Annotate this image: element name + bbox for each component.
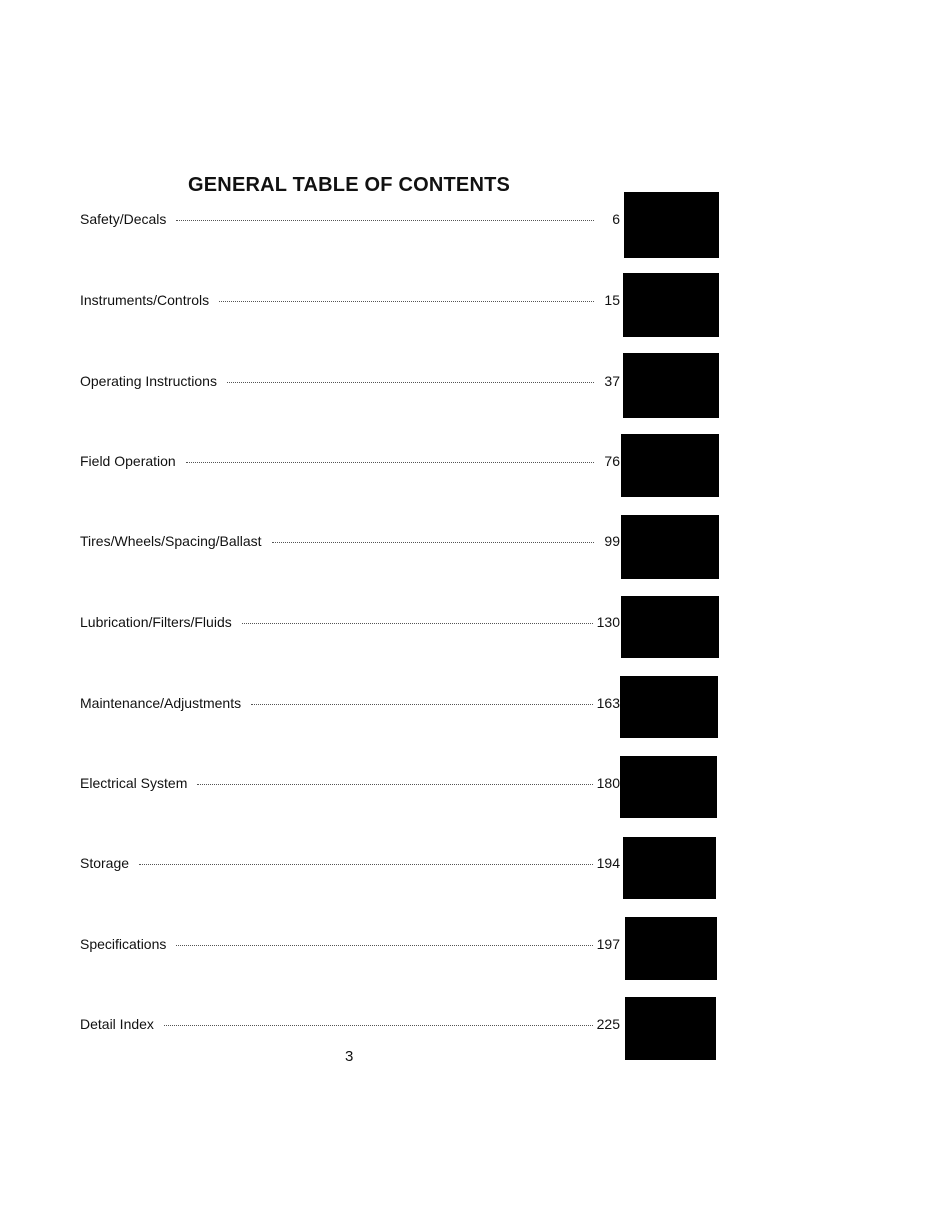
- dot-leader: [139, 864, 593, 865]
- dot-leader: [164, 1025, 593, 1026]
- dot-leader: [242, 623, 593, 624]
- section-tab-marker: [621, 515, 719, 579]
- toc-entry-lubrication[interactable]: [80, 614, 620, 634]
- dot-leader: [176, 945, 592, 946]
- dot-leader: [197, 784, 592, 785]
- dot-leader: [219, 301, 594, 302]
- toc-entry-specifications[interactable]: [80, 936, 620, 956]
- toc-entry-page: 6: [612, 211, 620, 227]
- section-tab-marker: [620, 676, 718, 738]
- toc-entry-page: 225: [596, 1016, 620, 1032]
- dot-leader: [272, 542, 594, 543]
- dot-leader: [176, 220, 594, 221]
- page-number: 3: [345, 1048, 354, 1065]
- toc-entry-page: 99: [604, 533, 620, 549]
- toc-entry-label: Field Operation: [80, 453, 176, 469]
- section-tab-marker: [623, 837, 716, 899]
- section-tab-marker: [621, 434, 719, 497]
- toc-entry-label: Detail Index: [80, 1016, 154, 1032]
- toc-entry-instruments-controls[interactable]: [80, 292, 620, 312]
- toc-entry-label: Electrical System: [80, 775, 188, 791]
- dot-leader: [251, 704, 593, 705]
- toc-entry-label: Tires/Wheels/Spacing/Ballast: [80, 533, 262, 549]
- toc-entry-label: Safety/Decals: [80, 211, 167, 227]
- toc-entry-label: Operating Instructions: [80, 373, 217, 389]
- toc-entry-tires-wheels[interactable]: [80, 533, 620, 553]
- section-tab-marker: [623, 273, 719, 337]
- section-tab-marker: [624, 192, 719, 258]
- section-tab-marker: [623, 353, 719, 418]
- toc-entry-safety-decals[interactable]: [80, 211, 620, 231]
- toc-entry-label: Storage: [80, 855, 130, 871]
- section-tab-marker: [625, 917, 717, 980]
- section-tab-marker: [620, 756, 717, 818]
- toc-entry-maintenance[interactable]: [80, 695, 620, 715]
- toc-entry-storage[interactable]: [80, 855, 620, 875]
- toc-entry-page: 130: [596, 614, 620, 630]
- page-title: GENERAL TABLE OF CONTENTS: [188, 174, 511, 196]
- toc-entry-page: 37: [604, 373, 620, 389]
- toc-entry-page: 76: [604, 453, 620, 469]
- toc-entry-field-operation[interactable]: [80, 453, 620, 473]
- toc-entry-page: 194: [596, 855, 620, 871]
- toc-entry-page: 15: [604, 292, 620, 308]
- toc-entry-label: Instruments/Controls: [80, 292, 210, 308]
- dot-leader: [227, 382, 594, 383]
- toc-entry-operating-instructions[interactable]: [80, 373, 620, 393]
- toc-entry-page: 163: [596, 695, 620, 711]
- toc-entry-label: Maintenance/Adjustments: [80, 695, 242, 711]
- toc-entry-label: Specifications: [80, 936, 167, 952]
- section-tab-marker: [621, 596, 719, 658]
- toc-entry-page: 197: [596, 936, 620, 952]
- toc-entry-detail-index[interactable]: [80, 1016, 620, 1036]
- section-tab-marker: [625, 997, 716, 1060]
- toc-entry-electrical[interactable]: [80, 775, 620, 795]
- toc-entry-label: Lubrication/Filters/Fluids: [80, 614, 232, 630]
- toc-entry-page: 180: [596, 775, 620, 791]
- dot-leader: [186, 462, 594, 463]
